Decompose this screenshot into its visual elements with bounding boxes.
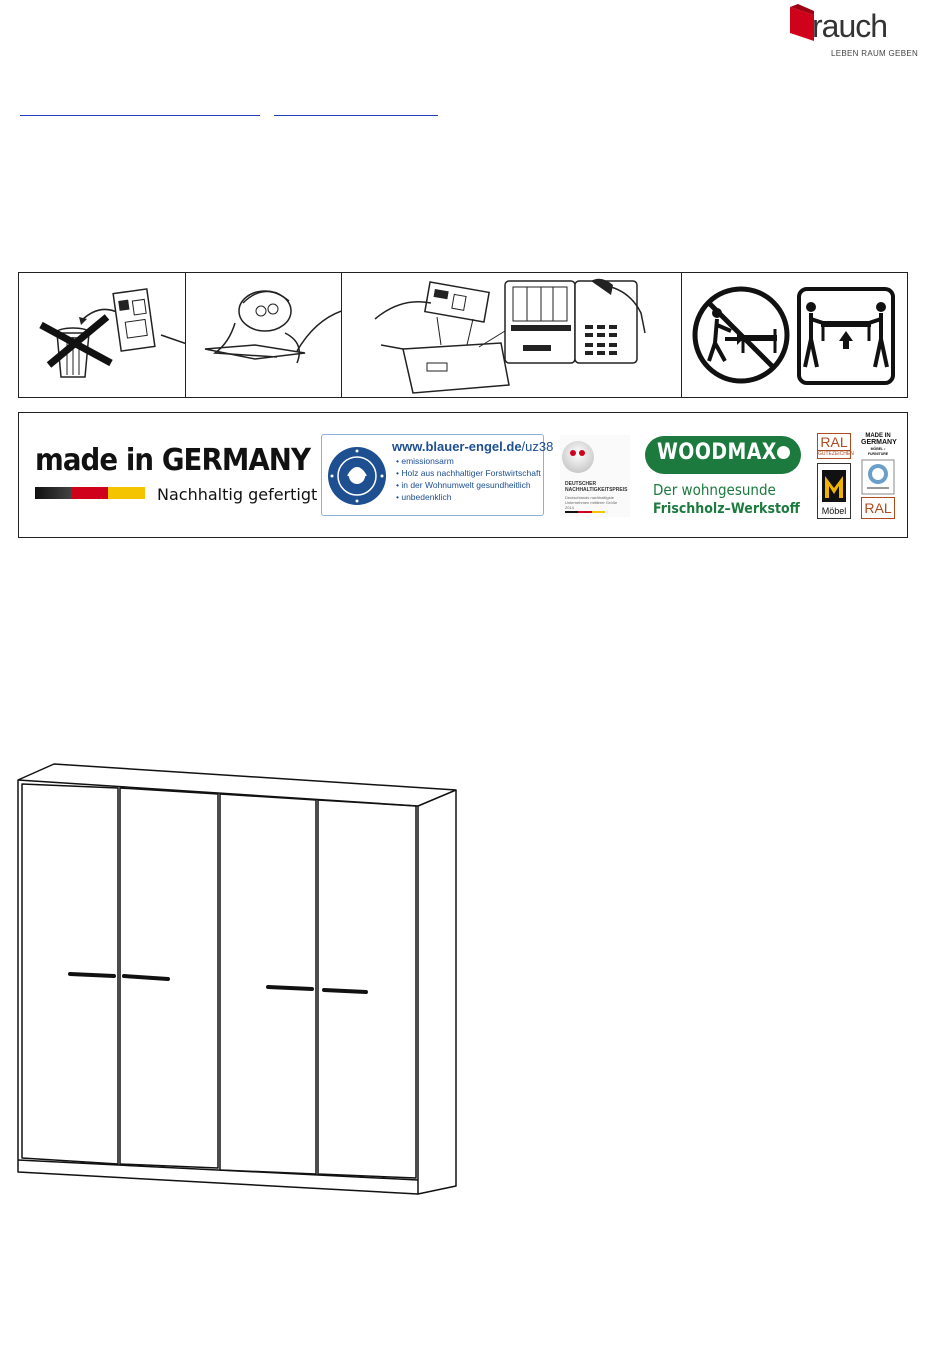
bullet-item: • unbedenklich (396, 491, 541, 503)
bullet-item: • Holz aus nachhaltiger Forstwirtschaft (396, 467, 541, 479)
made-in-germany-subtitle: Nachhaltig gefertigt (157, 485, 318, 504)
woodmax-line2: Frischholz–Werkstoff (653, 501, 800, 517)
document-link-1[interactable] (20, 115, 260, 116)
woodmax-line1: Der wohngesunde (653, 481, 776, 499)
keep-documents-icon (341, 273, 681, 397)
nachhaltigkeitspreis-badge (560, 435, 630, 517)
woodmax-name: WOODMAX (657, 440, 777, 465)
no-trash-icon (19, 273, 185, 397)
flag-stripe (565, 511, 605, 513)
bullet-item: • in der Wohnumwelt gesundheitlich (396, 479, 541, 491)
instruction-cell-keep-documents (341, 273, 682, 397)
read-manual-icon (185, 273, 341, 397)
blauer-engel-badge (321, 434, 554, 516)
document-link-2[interactable] (274, 115, 438, 116)
made-in-germany-title: made in GERMANY (35, 443, 311, 478)
instructions-panel (18, 272, 908, 398)
lift-furniture-icon (681, 273, 907, 397)
instruction-cell-furniture-handling (681, 273, 907, 397)
quality-seal-icon (861, 459, 895, 495)
instruction-cell-read-manual (185, 273, 342, 397)
brand-tagline: LEBEN RAUM GEBEN (831, 49, 919, 58)
nachhaltigkeitspreis-subtitle: Deutschlands nachhaltigste Unternehmen mittlerer Größe 2014 (565, 495, 618, 510)
nachhaltigkeitspreis-icon (560, 435, 630, 479)
germany-flag-bar (35, 487, 145, 499)
brand-logo (786, 2, 919, 62)
blauer-engel-icon (326, 438, 388, 514)
instruction-cell-no-trash (19, 273, 186, 397)
brand-name: rauch (812, 8, 888, 44)
blauer-engel-url: www.blauer-engel.de/uz38 (392, 439, 554, 454)
ral-guetezeichen-badge: RAL GÜTEZEICHEN (818, 434, 854, 457)
goldenes-m-badge: Möbel (817, 463, 851, 519)
bullet-item: • emissionsarm (396, 455, 541, 467)
woodmax-dot-icon (777, 446, 790, 459)
nachhaltigkeitspreis-title: DEUTSCHER NACHHALTIGKEITSPREIS (565, 481, 628, 493)
woodmax-badge (643, 433, 805, 523)
goldenes-m-icon (818, 466, 850, 506)
certifications-panel (18, 412, 908, 538)
ral-badge: RAL (861, 497, 895, 519)
wardrobe-illustration (14, 760, 464, 1200)
made-in-germany-small-badge: MADE IN GERMANY MÖBEL • FURNITURE (861, 433, 897, 456)
blauer-engel-bullets (396, 455, 541, 503)
